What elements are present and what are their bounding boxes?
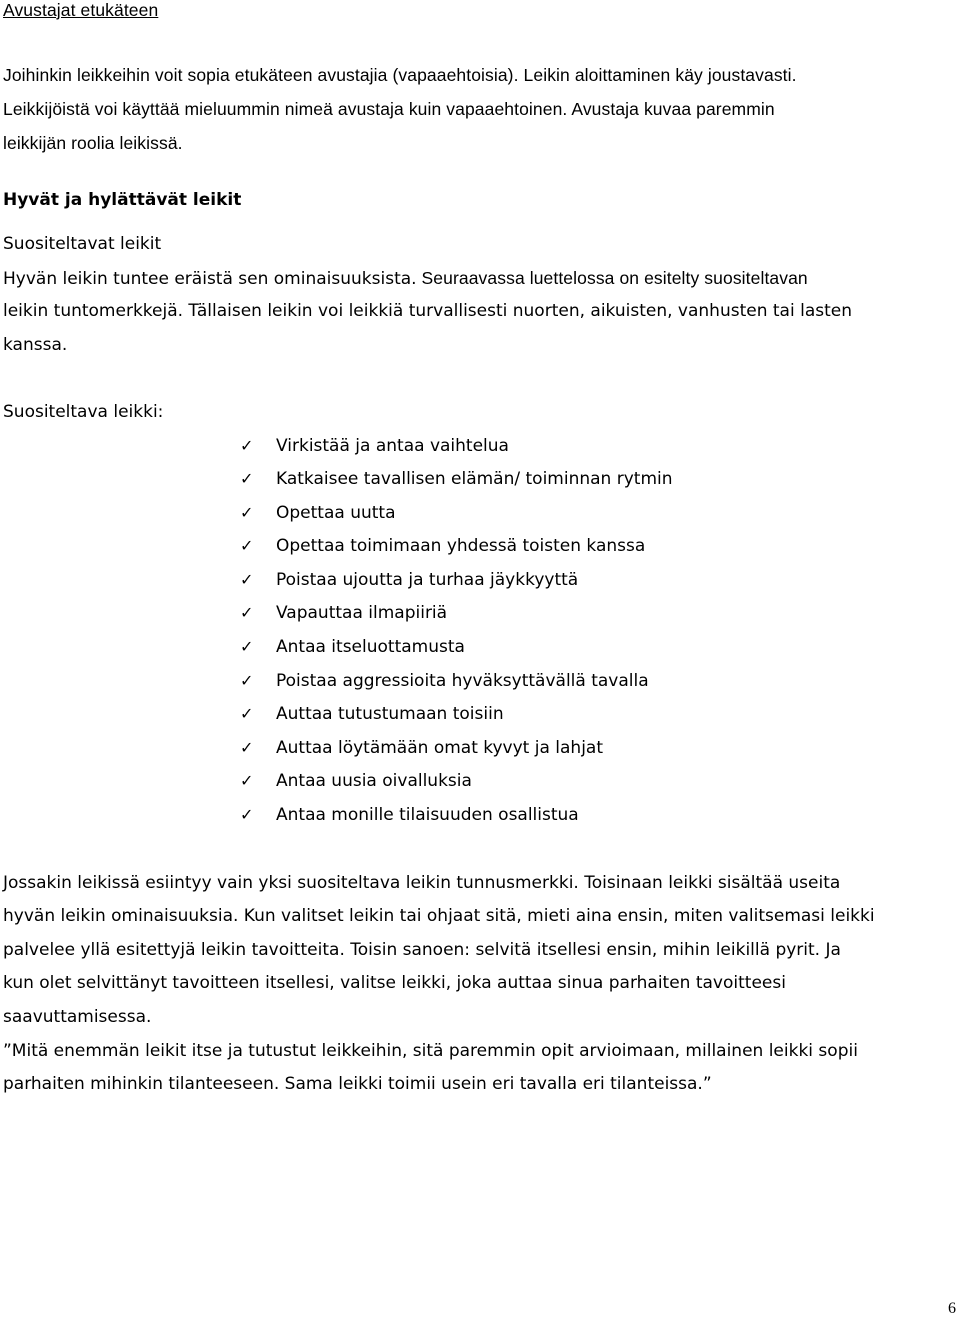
checkmark-icon: ✓: [240, 704, 254, 723]
list-item: [240, 502, 396, 525]
list-item: [240, 804, 579, 827]
checkmark-icon: ✓: [240, 738, 254, 757]
paragraph2-line-3: palvelee yllä esitettyjä leikin tavoitteita. Toisin sanoen: selvitä itsellesi ensin, mihin leikillä pyrit. Ja: [3, 940, 841, 960]
paragraph1-line-3: kanssa.: [3, 335, 68, 355]
quote-line-1: ”Mitä enemmän leikit itse ja tutustut leikkeihin, sitä paremmin opit arvioimaan, millainen leikki sopii: [3, 1041, 858, 1061]
list-item: [240, 737, 603, 760]
checkmark-icon: ✓: [240, 671, 254, 690]
paragraph2-line-2: hyvän leikin ominaisuuksia. Kun valitset leikin tai ohjaat sitä, mieti aina ensin, miten valitsemasi leikki: [3, 906, 875, 926]
list-item-text: Auttaa tutustumaan toisiin: [276, 704, 504, 724]
quote-line-2: parhaiten mihinkin tilanteeseen. Sama leikki toimii usein eri tavalla eri tilanteissa.”: [3, 1074, 712, 1094]
paragraph2-line-4: kun olet selvittänyt tavoitteen itsellesi, valitse leikki, joka auttaa sinua parhaiten tavoitteesi: [3, 973, 786, 993]
paragraph1-line-1b: Seuraavassa luettelossa on esitelty suositeltavan: [416, 268, 808, 288]
paragraph1-line-1a: Hyvän leikin tuntee eräistä sen ominaisuuksista.: [3, 269, 417, 289]
list-item-text: Antaa monille tilaisuuden osallistua: [276, 805, 579, 825]
checkmark-icon: ✓: [240, 603, 254, 622]
checkmark-icon: ✓: [240, 805, 254, 824]
intro-line-1: Joihinkin leikkeihin voit sopia etukäteen avustajia (vapaaehtoisia). Leikin aloittaminen käy joustavasti.: [3, 65, 797, 85]
checkmark-icon: ✓: [240, 469, 254, 488]
heading-link[interactable]: Avustajat etukäteen: [3, 0, 159, 20]
list-item-text: Virkistää ja antaa vaihtelua: [276, 436, 509, 456]
list-item: [240, 636, 465, 659]
list-item: [240, 770, 472, 793]
list-item-text: Poistaa aggressioita hyväksyttävällä tavalla: [276, 671, 649, 691]
checkmark-icon: ✓: [240, 637, 254, 656]
list-item: [240, 670, 649, 693]
list-item: [240, 602, 447, 625]
list-item-text: Opettaa uutta: [276, 503, 396, 523]
checkmark-icon: ✓: [240, 570, 254, 589]
list-item-text: Opettaa toimimaan yhdessä toisten kanssa: [276, 536, 646, 556]
checkmark-icon: ✓: [240, 536, 254, 555]
checkmark-icon: ✓: [240, 771, 254, 790]
list-item-text: Antaa itseluottamusta: [276, 637, 465, 657]
section-heading: Hyvät ja hylättävät leikit: [3, 190, 242, 210]
paragraph1-line-2b: Tällaisen leikin voi leikkiä turvallisesti nuorten, aikuisten, vanhusten tai lasten: [183, 301, 852, 321]
intro-line-2: Leikkijöistä voi käyttää mieluummin nimeä avustaja kuin vapaaehtoinen. Avustaja kuvaa paremmin: [3, 99, 775, 119]
paragraph2-line-5: saavuttamisessa.: [3, 1007, 152, 1027]
list-item: [240, 468, 673, 491]
list-item-text: Auttaa löytämään omat kyvyt ja lahjat: [276, 738, 604, 758]
intro-line-3: leikkijän roolia leikissä.: [3, 133, 183, 153]
list-item: [240, 535, 645, 558]
paragraph2-line-1: Jossakin leikissä esiintyy vain yksi suositeltava leikin tunnusmerkki. Toisinaan leikki sisältää useita: [3, 873, 841, 893]
checkmark-icon: ✓: [240, 436, 254, 455]
paragraph1-line-2a: leikin tuntomerkkejä.: [3, 301, 184, 321]
checkmark-icon: ✓: [240, 503, 254, 522]
list-item-text: Katkaisee tavallisen elämän/ toiminnan rytmin: [276, 469, 673, 489]
list-item-text: Poistaa ujoutta ja turhaa jäykkyyttä: [276, 570, 579, 590]
list-item: [240, 569, 578, 592]
page-number: 6: [948, 1300, 956, 1317]
list-item-text: Vapauttaa ilmapiiriä: [276, 603, 448, 623]
list-item: [240, 703, 504, 726]
paragraph1-line-1: [3, 267, 808, 291]
list-item-text: Antaa uusia oivalluksia: [276, 771, 472, 791]
list-label: Suositeltava leikki:: [3, 402, 164, 422]
list-item: [240, 435, 509, 458]
subheading: Suositeltavat leikit: [3, 234, 162, 254]
paragraph1-line-2: [3, 300, 852, 323]
